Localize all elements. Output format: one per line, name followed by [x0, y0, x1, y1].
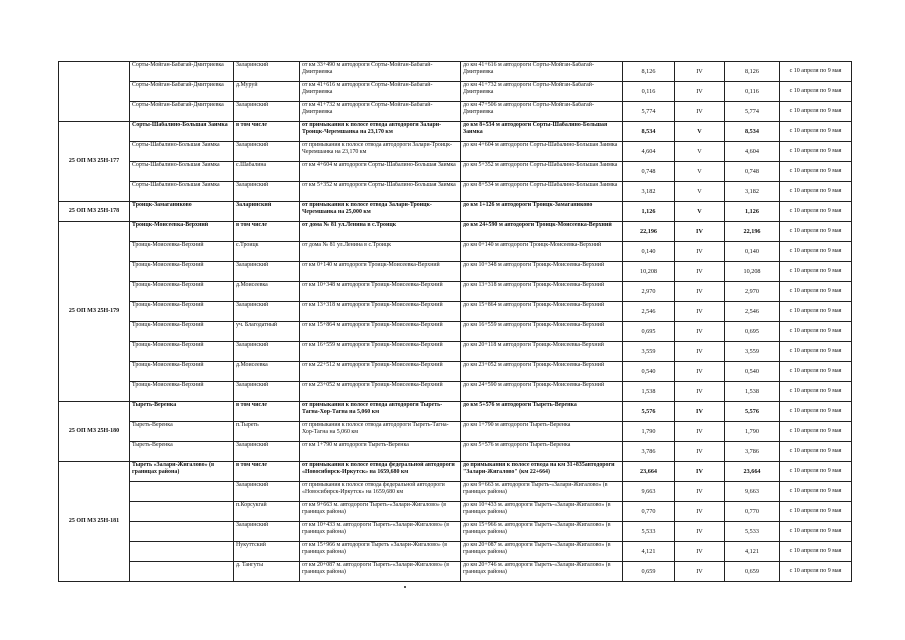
cell-term: с 10 апреля по 9 мая — [780, 82, 852, 102]
cell-name: Троицк-Замаганиково — [130, 202, 234, 222]
cell-place: Заларинский — [234, 522, 300, 542]
cell-name: Троицк-Моисеевка-Верхний — [130, 242, 234, 262]
cell-length: 0,695 — [623, 322, 675, 342]
road-code-cell — [59, 62, 130, 122]
cell-length2: 1,538 — [725, 382, 780, 402]
table-row — [59, 122, 852, 142]
cell-from: от км 1+790 м автодороги Тыреть-Веренка — [300, 442, 461, 462]
cell-name: Троицк-Моисеевка-Верхний — [130, 262, 234, 282]
cell-term: с 10 апреля по 9 мая — [780, 242, 852, 262]
cell-place: Заларинский — [234, 62, 300, 82]
cell-to: до км 5+352 м автодороги Сорты-Шабалино-Большая Заимка — [461, 162, 623, 182]
cell-name — [130, 482, 234, 502]
cell-length2: 0,695 — [725, 322, 780, 342]
table-row — [59, 322, 852, 342]
cell-to: до км 24+590 м автодороги Троицк-Моисеевка-Верхний — [461, 222, 623, 242]
cell-to: до км 41+616 м автодороги Сорты-Мойган-Бабагай-Дмитриевка — [461, 62, 623, 82]
cell-length: 1,538 — [623, 382, 675, 402]
cell-place: в том числе — [234, 122, 300, 142]
cell-name — [130, 502, 234, 522]
cell-to: до км 47+506 м автодороги Сорты-Мойган-Бабагай-Дмитриевка — [461, 102, 623, 122]
cell-term: с 10 апреля по 9 мая — [780, 202, 852, 222]
cell-length: 0,540 — [623, 362, 675, 382]
cell-place: Заларинский — [234, 342, 300, 362]
cell-category: IV — [675, 302, 725, 322]
cell-name: Тыреть-Веренка — [130, 422, 234, 442]
cell-name: Троицк-Моисеевка-Верхний — [130, 222, 234, 242]
cell-length2: 0,116 — [725, 82, 780, 102]
cell-category: IV — [675, 382, 725, 402]
cell-to: до км 23+052 м автодороги Троицк-Моисеевка-Верхний — [461, 362, 623, 382]
road-code-cell: 25 ОП МЗ 25Н-178 — [59, 202, 130, 222]
cell-category: IV — [675, 442, 725, 462]
cell-term: с 10 апреля по 9 мая — [780, 162, 852, 182]
road-restrictions-table — [58, 61, 852, 582]
table-row — [59, 162, 852, 182]
cell-to: до км 16+559 м автодороги Троицк-Моисеевка-Верхний — [461, 322, 623, 342]
cell-from: от км 23+052 м автодороги Троицк-Моисеевка-Верхний — [300, 382, 461, 402]
cell-from: от км 4+604 м автодороги Сорты-Шабалино-Большая Заимка — [300, 162, 461, 182]
cell-place: Заларинский — [234, 182, 300, 202]
cell-length2: 0,659 — [725, 562, 780, 582]
cell-length: 4,604 — [623, 142, 675, 162]
cell-to: до км 1+126 м автодороги Троицк-Замаганиково — [461, 202, 623, 222]
cell-length2: 5,576 — [725, 402, 780, 422]
cell-from: от км 41+732 м автодороги Сорты-Мойган-Бабагай-Дмитриевка — [300, 102, 461, 122]
cell-term: с 10 апреля по 9 мая — [780, 262, 852, 282]
cell-place: Заларинский — [234, 262, 300, 282]
cell-term: с 10 апреля по 9 мая — [780, 62, 852, 82]
road-code-cell: 25 ОП МЗ 25Н-181 — [59, 462, 130, 582]
cell-to: до примыкания к полосе отвода на км 31+835автодороги "Залари-Жигалово" (км 22+664) — [461, 462, 623, 482]
cell-place: с.Троицк — [234, 242, 300, 262]
cell-from: от примыкания к полосе отвода Залари-Троицк-Черемшанка на 25,000 км — [300, 202, 461, 222]
cell-place: п.Тыреть — [234, 422, 300, 442]
cell-name: Сорты-Мойган-Бабагай-Дмитриевка — [130, 62, 234, 82]
cell-category: IV — [675, 542, 725, 562]
road-code-cell: 25 ОП МЗ 25Н-179 — [59, 222, 130, 402]
cell-length: 1,126 — [623, 202, 675, 222]
cell-term: с 10 апреля по 9 мая — [780, 362, 852, 382]
cell-from: от примыкания к полосе отвода автодороги Залари-Троицк-Черемшанка на 23,170 км — [300, 122, 461, 142]
cell-category: V — [675, 122, 725, 142]
cell-length2: 0,770 — [725, 502, 780, 522]
cell-length: 3,786 — [623, 442, 675, 462]
table-row — [59, 522, 852, 542]
cell-category: IV — [675, 322, 725, 342]
cell-length: 3,559 — [623, 342, 675, 362]
cell-term: с 10 апреля по 9 мая — [780, 342, 852, 362]
cell-name: Троицк-Моисеевка-Верхний — [130, 302, 234, 322]
table-row — [59, 302, 852, 322]
cell-length: 5,774 — [623, 102, 675, 122]
cell-to: до км 20+087 м. автодороги Тыреть-«Залари-Жигалово» (в границах района) — [461, 542, 623, 562]
cell-category: IV — [675, 262, 725, 282]
cell-length2: 8,126 — [725, 62, 780, 82]
table-row — [59, 562, 852, 582]
cell-category: IV — [675, 462, 725, 482]
cell-length2: 3,786 — [725, 442, 780, 462]
table-row — [59, 182, 852, 202]
cell-to: до км 1+790 м автодороги Тыреть-Веренка — [461, 422, 623, 442]
cell-category: IV — [675, 562, 725, 582]
cell-length: 0,140 — [623, 242, 675, 262]
cell-place: Заларинский — [234, 482, 300, 502]
cell-category: IV — [675, 502, 725, 522]
cell-place: Заларинский — [234, 442, 300, 462]
cell-to: до км 5+576 м автодороги Тыреть-Веренка — [461, 442, 623, 462]
cell-length2: 5,533 — [725, 522, 780, 542]
table-row — [59, 382, 852, 402]
cell-name: Сорты-Шабалино-Большая Заимка — [130, 162, 234, 182]
cell-from: от км 15+966 м автодороги Тыреть «Залари-Жигалово» (в границах района) — [300, 542, 461, 562]
cell-length2: 1,126 — [725, 202, 780, 222]
cell-place: Заларинский — [234, 102, 300, 122]
cell-term: с 10 апреля по 9 мая — [780, 422, 852, 442]
cell-term: с 10 апреля по 9 мая — [780, 142, 852, 162]
cell-length: 23,664 — [623, 462, 675, 482]
cell-term: с 10 апреля по 9 мая — [780, 402, 852, 422]
cell-to: до км 15+966 м. автодороги Тыреть-«Залари-Жигалово» (в границах района) — [461, 522, 623, 542]
table-row — [59, 422, 852, 442]
cell-length2: 4,604 — [725, 142, 780, 162]
cell-from: от км 22+512 м автодороги Троицк-Моисеевка-Верхний — [300, 362, 461, 382]
cell-to: до км 24+590 м автодороги Троицк-Моисеевка-Верхний — [461, 382, 623, 402]
cell-length2: 9,663 — [725, 482, 780, 502]
cell-name — [130, 542, 234, 562]
cell-term: с 10 апреля по 9 мая — [780, 182, 852, 202]
cell-place: в том числе — [234, 222, 300, 242]
cell-from: от км 9+663 м. автодороги Тыреть-«Залари-Жигалово» (в границах района) — [300, 502, 461, 522]
cell-length: 0,659 — [623, 562, 675, 582]
cell-term: с 10 апреля по 9 мая — [780, 102, 852, 122]
cell-to: до км 10+348 м автодороги Троицк-Моисеевка-Верхний — [461, 262, 623, 282]
cell-length2: 3,182 — [725, 182, 780, 202]
cell-length: 0,116 — [623, 82, 675, 102]
cell-length: 9,663 — [623, 482, 675, 502]
cell-from: от км 15+864 м автодороги Троицк-Моисеевка-Верхний — [300, 322, 461, 342]
cell-from: от км 41+616 м автодороги Сорты-Мойган-Бабагай-Дмитриевка — [300, 82, 461, 102]
cell-to: до км 15+864 м автодороги Троицк-Моисеевка-Верхний — [461, 302, 623, 322]
cell-from: от км 16+559 м автодороги Троицк-Моисеевка-Верхний — [300, 342, 461, 362]
cell-name: Тыреть «Залари-Жигалово» (в границах района) — [130, 462, 234, 482]
cell-length: 2,970 — [623, 282, 675, 302]
cell-from: от примыкания к полосе отвода автодороги Тыреть-Тагна-Хор-Тагна на 5,060 км — [300, 402, 461, 422]
cell-name: Сорты-Шабалино-Большая Заимка — [130, 122, 234, 142]
cell-length2: 0,140 — [725, 242, 780, 262]
cell-place: в том числе — [234, 462, 300, 482]
cell-length: 10,208 — [623, 262, 675, 282]
cell-from: от км 13+318 м автодороги Троицк-Моисеевка-Верхний — [300, 302, 461, 322]
cell-to: до км 20+746 м. автодороги Тыреть-«Залари-Жигалово» (в границах района) — [461, 562, 623, 582]
cell-length: 5,576 — [623, 402, 675, 422]
cell-category: IV — [675, 522, 725, 542]
cell-from: от км 10+348 м автодороги Троицк-Моисеевка-Верхний — [300, 282, 461, 302]
table-row — [59, 142, 852, 162]
cell-place: Заларинский — [234, 202, 300, 222]
cell-from: от дома № 81 ул.Ленина в с.Троицк — [300, 242, 461, 262]
cell-place: уч. Благодатный — [234, 322, 300, 342]
cell-name — [130, 522, 234, 542]
cell-place: Нукуттский — [234, 542, 300, 562]
cell-place: с.Шабалина — [234, 162, 300, 182]
cell-term: с 10 апреля по 9 мая — [780, 522, 852, 542]
road-code-cell: 25 ОП МЗ 25Н-177 — [59, 122, 130, 202]
cell-place: п.Корсукгай — [234, 502, 300, 522]
cell-from: от км 5+352 м автодороги Сорты-Шабалино-Большая Заимка — [300, 182, 461, 202]
cell-length: 3,182 — [623, 182, 675, 202]
cell-name: Тыреть-Веренка — [130, 402, 234, 422]
table-row — [59, 102, 852, 122]
table-row — [59, 442, 852, 462]
cell-term: с 10 апреля по 9 мая — [780, 462, 852, 482]
cell-category: V — [675, 202, 725, 222]
table-row — [59, 482, 852, 502]
cell-to: до км 4+604 м автодороги Сорты-Шабалино-Большая Заимка — [461, 142, 623, 162]
cell-term: с 10 апреля по 9 мая — [780, 562, 852, 582]
cell-from: от примыкания к полосе отвода автодороги Тыреть-Тагна-Хор-Тагна на 5,060 км — [300, 422, 461, 442]
cell-category: IV — [675, 222, 725, 242]
cell-from: от км 33+490 м автодороги Сорты-Мойган-Бабагай-Дмитриевка — [300, 62, 461, 82]
cell-length: 0,770 — [623, 502, 675, 522]
table-row — [59, 262, 852, 282]
cell-category: IV — [675, 242, 725, 262]
cell-category: V — [675, 142, 725, 162]
cell-length: 1,790 — [623, 422, 675, 442]
cell-length: 4,121 — [623, 542, 675, 562]
table-row — [59, 402, 852, 422]
cell-place: д.Моисеевка — [234, 362, 300, 382]
cell-name: Троицк-Моисеевка-Верхний — [130, 362, 234, 382]
cell-category: IV — [675, 282, 725, 302]
table-row — [59, 62, 852, 82]
cell-length2: 0,540 — [725, 362, 780, 382]
table-row — [59, 202, 852, 222]
cell-place: д.Моисеевка — [234, 282, 300, 302]
cell-term: с 10 апреля по 9 мая — [780, 302, 852, 322]
cell-from: от примыкания к полосе отвода федеральной автодороги «Новосибирск-Иркутск» на 1659,680 км — [300, 462, 461, 482]
cell-to: до км 20+118 м автодороги Троицк-Моисеевка-Верхний — [461, 342, 623, 362]
cell-length2: 23,664 — [725, 462, 780, 482]
cell-term: с 10 апреля по 9 мая — [780, 282, 852, 302]
cell-place: Заларинский — [234, 302, 300, 322]
table-row — [59, 362, 852, 382]
cell-from: от км 10+433 м. автодороги Тыреть-«Залари-Жигалово» (в границах района) — [300, 522, 461, 542]
cell-term: с 10 апреля по 9 мая — [780, 382, 852, 402]
cell-name: Сорты-Мойган-Бабагай-Дмитриевка — [130, 102, 234, 122]
cell-to: до км 5+576 м автодороги Тыреть-Веренка — [461, 402, 623, 422]
cell-place: д.Муруй — [234, 82, 300, 102]
cell-term: с 10 апреля по 9 мая — [780, 322, 852, 342]
cell-place: Заларинский — [234, 382, 300, 402]
cell-name: Троицк-Моисеевка-Верхний — [130, 342, 234, 362]
cell-length: 22,196 — [623, 222, 675, 242]
table-row — [59, 242, 852, 262]
cell-category: IV — [675, 62, 725, 82]
cell-category: V — [675, 182, 725, 202]
cell-length2: 10,208 — [725, 262, 780, 282]
cell-name: Троицк-Моисеевка-Верхний — [130, 382, 234, 402]
cell-to: до км 10+433 м. автодороги Тыреть-«Залари-Жигалово» (в границах района) — [461, 502, 623, 522]
cell-length2: 8,534 — [725, 122, 780, 142]
cell-length2: 0,748 — [725, 162, 780, 182]
cell-length2: 4,121 — [725, 542, 780, 562]
cell-from: от км 20+087 м. автодороги Тыреть-«Залари-Жигалово» (в границах района) — [300, 562, 461, 582]
cell-place: в том числе — [234, 402, 300, 422]
cell-length2: 2,970 — [725, 282, 780, 302]
road-code-cell: 25 ОП МЗ 25Н-180 — [59, 402, 130, 462]
cell-category: IV — [675, 362, 725, 382]
cell-length2: 1,790 — [725, 422, 780, 442]
cell-term: с 10 апреля по 9 мая — [780, 122, 852, 142]
cell-to: до км 8+534 м автодороги Сорты-Шабалино-Большая Заимка — [461, 122, 623, 142]
page-mark — [404, 586, 406, 588]
cell-length: 0,748 — [623, 162, 675, 182]
cell-to: до км 0+140 м автодороги Троицк-Моисеевка-Верхний — [461, 242, 623, 262]
cell-to: до км 8+534 м автодороги Сорты-Шабалино-Большая Заимка — [461, 182, 623, 202]
cell-to: до км 41+732 м автодороги Сорты-Мойган-Бабагай-Дмитриевка — [461, 82, 623, 102]
table-row — [59, 462, 852, 482]
table-row — [59, 502, 852, 522]
cell-term: с 10 апреля по 9 мая — [780, 542, 852, 562]
cell-category: IV — [675, 102, 725, 122]
table-row — [59, 222, 852, 242]
table-row — [59, 542, 852, 562]
cell-category: IV — [675, 402, 725, 422]
table-row — [59, 82, 852, 102]
cell-name: Сорты-Шабалино-Большая Заимка — [130, 182, 234, 202]
cell-place: д. Тангуты — [234, 562, 300, 582]
cell-term: с 10 апреля по 9 мая — [780, 222, 852, 242]
cell-category: IV — [675, 482, 725, 502]
cell-length: 2,546 — [623, 302, 675, 322]
cell-name: Сорты-Мойган-Бабагай-Дмитриевка — [130, 82, 234, 102]
cell-term: с 10 апреля по 9 мая — [780, 502, 852, 522]
cell-from: от примыкания к полосе отвода федеральной автодороги «Новосибирск-Иркутск» на 1659,680 км — [300, 482, 461, 502]
cell-name: Троицк-Моисеевка-Верхний — [130, 282, 234, 302]
cell-length2: 5,774 — [725, 102, 780, 122]
table-row — [59, 342, 852, 362]
cell-length: 8,126 — [623, 62, 675, 82]
cell-length2: 2,546 — [725, 302, 780, 322]
cell-length: 5,533 — [623, 522, 675, 542]
cell-from: от км 0+140 м автодороги Троицк-Моисеевка-Верхний — [300, 262, 461, 282]
cell-category: IV — [675, 82, 725, 102]
cell-to: до км 9+663 м. автодороги Тыреть-«Залари-Жигалово» (в границах района) — [461, 482, 623, 502]
cell-name: Троицк-Моисеевка-Верхний — [130, 322, 234, 342]
cell-term: с 10 апреля по 9 мая — [780, 442, 852, 462]
cell-from: от примыкания к полосе отвода автодороги Залари-Троицк-Черемшанка на 23,170 км — [300, 142, 461, 162]
cell-length2: 3,559 — [725, 342, 780, 362]
table-row — [59, 282, 852, 302]
cell-term: с 10 апреля по 9 мая — [780, 482, 852, 502]
cell-from: от дома № 81 ул.Ленина в с.Троицк — [300, 222, 461, 242]
cell-to: до км 13+318 м автодороги Троицк-Моисеевка-Верхний — [461, 282, 623, 302]
cell-name — [130, 562, 234, 582]
cell-category: IV — [675, 422, 725, 442]
cell-category: V — [675, 162, 725, 182]
cell-length2: 22,196 — [725, 222, 780, 242]
cell-place: Заларинский — [234, 142, 300, 162]
cell-name: Тыреть-Веренка — [130, 442, 234, 462]
cell-length: 8,534 — [623, 122, 675, 142]
cell-name: Сорты-Шабалино-Большая Заимка — [130, 142, 234, 162]
cell-category: IV — [675, 342, 725, 362]
